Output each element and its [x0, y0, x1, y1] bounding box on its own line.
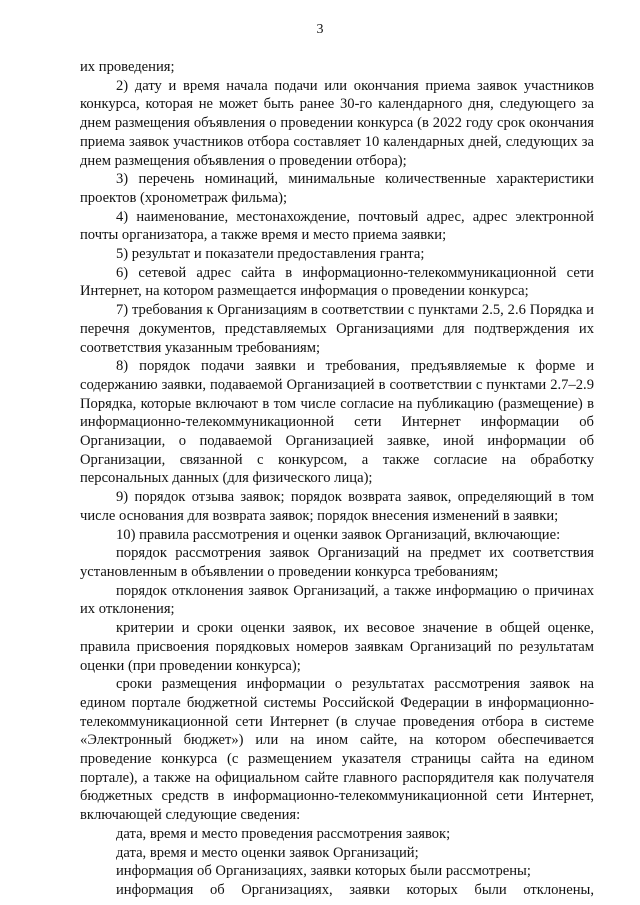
- paragraph-continuation: их проведения;: [80, 59, 175, 75]
- paragraph-evaluation-criteria: критерии и сроки оценки заявок, их весовое значение в общей оценке, правила присвоения порядковых номеров заявкам Организаций по результатам оценки (при проведении конкурса);: [80, 620, 594, 674]
- page-number: 3: [316, 22, 324, 37]
- paragraph-reviewed-organizations: информация об Организациях, заявки которых были рассмотрены;: [116, 863, 531, 880]
- paragraph-item-6: 6) сетевой адрес сайта в информационно-телекоммуникационной сети Интернет, на котором размещается информация о проведении конкурса;: [80, 264, 594, 300]
- paragraph-item-9: 9) порядок отзыва заявок; порядок возврата заявок, определяющий в том числе основания для возврата заявок; порядок внесения изменений в заявки;: [80, 489, 594, 524]
- paragraph-review-procedure: порядок рассмотрения заявок Организаций на предмет их соответствия установленным в объявлении о проведении конкурса требованиям;: [80, 545, 594, 580]
- paragraph-item-5: 5) результат и показатели предоставления гранта;: [116, 246, 425, 263]
- paragraph-item-10: 10) правила рассмотрения и оценки заявок Организаций, включающие:: [116, 526, 561, 543]
- paragraph-item-8: 8) порядок подачи заявки и требования, предъявляемые к форме и содержанию заявки, подаваемой Организацией в соответствии с пунктами 2.7–2.9 Порядка, которые включают в том числе согласие на публикацию (размещение) в информационно-телекоммуникационной сети Интернет информации об Организации, о подаваемой Организацией заявке, иной информации об Организации, связанной с конкурсом, а также согласие на обработку персональных данных (для физического лица);: [80, 358, 594, 487]
- paragraph-item-3: 3) перечень номинаций, минимальные количественные характеристики проектов (хронометраж фильма);: [80, 171, 594, 206]
- paragraph-item-7: 7) требования к Организациям в соответствии с пунктами 2.5, 2.6 Порядка и перечня документов, представляемых Организациями для подтверждения их соответствия указанным требованиям;: [80, 302, 594, 356]
- paragraph-rejected-organizations: информация об Организациях, заявки которых были отклонены,: [116, 881, 594, 898]
- paragraph-item-4: 4) наименование, местонахождение, почтовый адрес, адрес электронной почты организатора, а также время и место приема заявки;: [80, 208, 594, 244]
- paragraph-rejection-procedure: порядок отклонения заявок Организаций, а также информацию о причинах их отклонения;: [80, 582, 594, 618]
- paragraph-review-date: дата, время и место проведения рассмотрения заявок;: [116, 825, 451, 842]
- document-body: [80, 58, 594, 900]
- paragraph-item-2: 2) дату и время начала подачи или окончания приема заявок участников конкурса, которая не может быть ранее 30-го календарного дня, следующего за днем размещения объявления о проведении конкурса (в 2022 году срок окончания приема заявок участников отбора составляет 10 календарных дней, следующих за днем размещения объявления о проведении отбора);: [80, 77, 594, 169]
- paragraph-publication-terms: сроки размещения информации о результатах рассмотрения заявок на едином портале бюджетной системы Российской Федерации в информационно-телекоммуникационной сети Интернет (в случае проведения отбора в системе «Электронный бюджет») или на ином сайте, на котором обеспечивается проведение конкурса (с размещением указателя страницы сайта на едином портале), а также на официальном сайте главного распорядителя как получателя бюджетных средств в информационно-телекоммуникационной сети Интернет, включающей следующие сведения:: [80, 676, 594, 824]
- paragraph-evaluation-date: дата, время и место оценки заявок Организаций;: [116, 844, 419, 861]
